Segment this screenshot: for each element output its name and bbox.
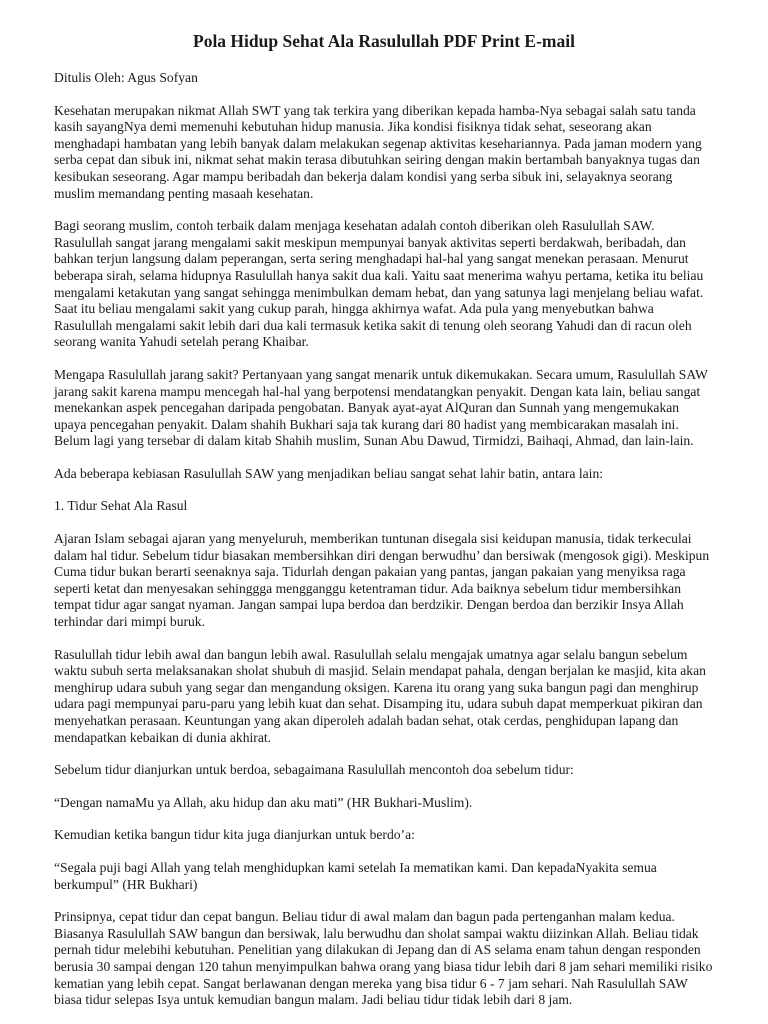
- paragraph-sleep-teaching: Ajaran Islam sebagai ajaran yang menyeluruh, memberikan tuntunan disegala sisi keidupan manusia, tidak terkeculai dalam hal tidur. Sebelum tidur biasakan membersihkan diri dengan berwudhu’ dan bersiwak (mengosok gigi). Meskipun Cuma tidur bukan berarti seenaknya saja. Tidurlah dengan pakaian yang pantas, jangan pakaian yang menyiksa raga seperti ketat dan menyesakan sehinggga mengganggu ketentraman tidur. Ada baiknya sebelum tidur membersihkan tempat tidur agar sangat nyaman. Jangan sampai lupa berdoa dan berdzikir. Dengan berdoa dan berzikir Insya Allah terhindar dari mimpi buruk.: [54, 531, 710, 630]
- paragraph-prayer-before-sleep: “Dengan namaMu ya Allah, aku hidup dan aku mati” (HR Bukhari-Muslim).: [54, 794, 473, 810]
- paragraph-intro: Kesehatan merupakan nikmat Allah SWT yang tak terkira yang diberikan kepada hamba-Nya sebagai salah satu tanda kasih sayangNya demi memenuhi kebutuhan hidup manusia. Jika kondisi fisiknya tidak sehat, seseorang akan menghadapi hambatan yang lebih banyak dalam melakukan segenap aktivitas kesehariannya. Pada jaman modern yang serba cepat dan sibuk ini, nikmat sehat makin terasa dibutuhkan seiring dengan makin bertambah banyaknya tugas dan kesibukan seseorang. Agar mampu beribadah dan bekerja dalam kondisi yang serba sibuk ini, selayaknya seorang muslim memandang penting masaah kesehatan.: [54, 102, 702, 201]
- paragraph-wake-intro: Kemudian ketika bangun tidur kita juga dianjurkan untuk berdo’a:: [54, 827, 415, 843]
- paragraph-principle: Prinsipnya, cepat tidur dan cepat bangun. Beliau tidur di awal malam dan bagun pada pertenganhan malam kedua. Biasanya Rasulullah SAW bangun dan bersiwak, lalu berwudhu dan sholat sampai waktu diizinkan Allah. Beliau tidak pernah tidur melebihi kebutuhan. Penelitian yang dilakukan di Jepang dan di AS selama enam tahun dengan responden berusia 30 sampai dengan 120 tahun menyimpulkan bahwa orang yang biasa tidur lebih dari 8 jam sehari memiliki risiko kematian yang lebih cepat. Sangat berlawanan dengan mereka yang bisa tidur 6 - 7 jam sehari. Nah Rasulullah SAW biasa tidur selepas Isya untuk kemudian bangun malam. Jadi beliau tidur tidak lebih dari 8 jam.: [54, 909, 713, 1008]
- section-heading: 1. Tidur Sehat Ala Rasul: [54, 498, 188, 514]
- paragraph-example: Bagi seorang muslim, contoh terbaik dalam menjaga kesehatan adalah contoh diberikan oleh Rasulullah SAW. Rasulullah sangat jarang mengalami sakit meskipun mempunyai banyak aktivitas seperti berdakwah, beribadah, dan bahkan terjun langsung dalam peperangan, serta sering menghadapi hal-hal yang sangat menekan perasaan. Menurut beberapa sirah, selama hidupnya Rasulullah hanya sakit dua kali. Yaitu saat menerima wahyu pertama, ketika itu beliau mengalami ketakutan yang sangat sehingga menimbulkan demam hebat, dan yang satunya lagi menjelang beliau wafat. Saat itu beliau mengalami sakit yang cukup parah, hingga akhirnya wafat. Ada pula yang menyebutkan bahwa Rasulullah mengalami sakit lebih dari dua kali termasuk ketika sakit di tenung oleh seorang Yahudi dan di racun oleh seorang wanita Yahudi setelah perang Khaibar.: [54, 218, 704, 350]
- paragraph-early-rise: Rasulullah tidur lebih awal dan bangun lebih awal. Rasulullah selalu mengajak umatnya agar selalu bangun sebelum waktu subuh serta melaksanakan sholat shubuh di masjid. Selain mendapat pahala, dengan berjalan ke masjid, kita akan menghirup udara subuh yang segar dan mengandung oksigen. Karena itu orang yang suka bangun pagi dan menghirup udara pagi mempunyai paru-paru yang lebih kuat dan sehat. Disamping itu, udara subuh dapat memperkuat pikiran dan menyehatkan perasaan. Keuntungan yang akan diperoleh adalah badan sehat, otak cerdas, penghidupan lapang dan mendapatkan kebaikan di dunia akhirat.: [54, 646, 706, 745]
- paragraph-why: Mengapa Rasulullah jarang sakit? Pertanyaan yang sangat menarik untuk dikemukakan. Secara umum, Rasulullah SAW jarang sakit karena mampu mencegah hal-hal yang berpotensi mendatangkan penyakit. Dengan kata lain, beliau sangat menekankan aspek pencegahan daripada pengobatan. Banyak ayat-ayat AlQuran dan Sunnah yang mengemukakan upaya pencegahan penyakit. Dalam shahih Bukhari saja tak kurang dari 80 hadist yang membicarakan masalah ini. Belum lagi yang tersebar di dalam kitab Shahih muslim, Sunan Abu Dawud, Tirmidzi, Baihaqi, Ahmad, dan lain-lain.: [54, 366, 708, 449]
- author-line: Ditulis Oleh: Agus Sofyan: [54, 70, 198, 85]
- paragraph-prayer-intro: Sebelum tidur dianjurkan untuk berdoa, sebagaimana Rasulullah mencontoh doa sebelum tidur:: [54, 762, 574, 778]
- paragraph-prayer-waking: “Segala puji bagi Allah yang telah menghidupkan kami setelah Ia mematikan kami. Dan kepadaNyakita semua berkumpul” (HR Bukhari): [54, 859, 657, 892]
- document-title: Pola Hidup Sehat Ala Rasulullah PDF Print E-mail: [193, 31, 575, 51]
- paragraph-habits: Ada beberapa kebiasan Rasulullah SAW yang menjadikan beliau sangat sehat lahir batin, antara lain:: [54, 465, 604, 481]
